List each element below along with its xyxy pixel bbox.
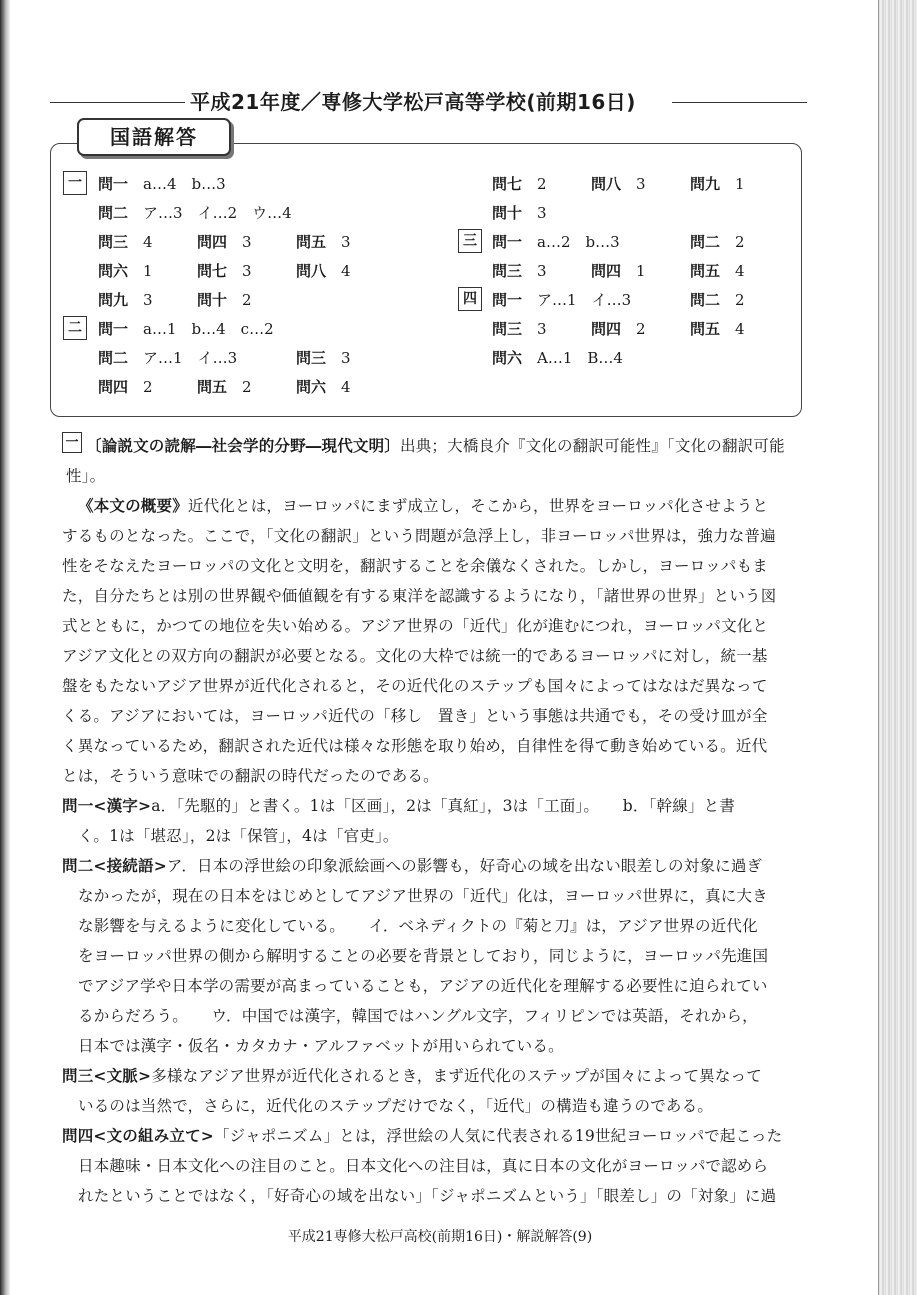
question-line: 問一<漢字>a．「先駆的」と書く。1は「区画」，2は「真紅」，3は「工面」。 b．「幹線」と書: [62, 797, 736, 815]
answer-item: 問五 4: [690, 320, 745, 338]
question-line: 問二<接続語>ア．日本の浮世絵の印象派絵画への影響も，好奇心の域を出ない眼差しの対象に過ぎ: [62, 857, 763, 875]
answer-item: 問一 a…1 b…4 c…2: [98, 320, 274, 338]
explanation-section-mark: 一: [62, 432, 82, 453]
question-line: るからだろう。 ウ．中国では漢字，韓国ではハングル文字，フィリピンでは英語，それから，: [78, 1007, 758, 1025]
answer-item: 問五 4: [690, 262, 745, 280]
answer-item: 問六 A…1 B…4: [492, 349, 623, 367]
question-line: 問三<文脈>多様なアジア世界が近代化されるとき，まず近代化のステップが国々によって異なって: [62, 1067, 762, 1085]
answer-item: 問三 3: [296, 349, 351, 367]
answer-item: 問二 2: [690, 233, 745, 251]
summary-line: 盤をもたないアジア世界が近代化されると，その近代化のステップも国々によってはなはだ異なって: [62, 677, 768, 695]
answer-item: 問二 ア…3 イ…2 ウ…4: [98, 204, 292, 222]
explanation-source-cont: 性」。: [66, 467, 106, 485]
answer-item: 問四 2: [591, 320, 646, 338]
header-rule-left: [50, 102, 185, 103]
page-footer: 平成21専修大松戸高校(前期16日)・解説解答(9): [287, 1229, 593, 1245]
summary-line: 《本文の概要》近代化とは，ヨーロッパにまず成立し，そこから，世界をヨーロッパ化させようと: [78, 497, 769, 515]
answer-item: 問五 2: [197, 378, 252, 396]
question-line: 日本趣味・日本文化への注目のこと。日本文化への注目は，真に日本の文化がヨーロッパで認めら: [78, 1157, 769, 1175]
question-label: 問一<漢字>: [62, 797, 152, 815]
question-line: な影響を与えるように変化している。 イ．ベネディクトの『菊と刀』は，アジア世界の近代化: [78, 917, 758, 935]
explanation-source: 出典；大橋良介『文化の翻訳可能性』「文化の翻訳可能: [400, 437, 785, 455]
explanation-heading-line: [86, 434, 785, 456]
question-line: でアジア学や日本学の需要が高まっていることも，アジアの近代化を理解する必要性に迫られてい: [78, 977, 768, 995]
question-line: をヨーロッパ世界の側から解明することの必要を背景としており，同じように，ヨーロッパ先進国: [78, 947, 769, 965]
explanation-heading: 〔論説文の読解―社会学的分野―現代文明〕: [86, 437, 401, 455]
question-label: 問二<接続語>: [62, 857, 167, 875]
summary-line: 性をそなえたヨーロッパの文化と文明を，翻訳することを余儀なくされた。しかし，ヨーロッパもま: [62, 557, 768, 575]
answer-item: 問一 a…4 b…3: [98, 175, 226, 193]
section-mark-4: 四: [458, 287, 482, 311]
answer-item: 問四 3: [197, 233, 252, 251]
answer-item: 問九 3: [98, 291, 153, 309]
answer-item: 問四 1: [591, 262, 646, 280]
answer-item: 問三 4: [98, 233, 153, 251]
answer-item: 問八 3: [591, 175, 646, 193]
answer-item: 問十 2: [197, 291, 252, 309]
summary-label: 《本文の概要》: [78, 497, 188, 515]
answer-item: 問七 3: [197, 262, 252, 280]
question-line: いるのは当然で，さらに，近代化のステップだけでなく，「近代」の構造も違うのである。: [78, 1097, 714, 1115]
question-label: 問四<文の組み立て>: [62, 1127, 214, 1145]
question-line: れたということではなく，「好奇心の域を出ない」「ジャポニズムという」「眼差し」の「対象」に過: [78, 1187, 777, 1205]
summary-line: くる。アジアにおいては，ヨーロッパ近代の「移し 置き」という事態は共通でも，その受け皿が全: [62, 707, 768, 725]
question-line: 日本では漢字・仮名・カタカナ・アルファベットが用いられている。: [78, 1037, 564, 1055]
summary-line: するものとなった。ここで，「文化の翻訳」という問題が急浮上し，非ヨーロッパ世界は，強力な普遍: [62, 527, 776, 545]
summary-line: く異なっているため，翻訳された近代は様々な形態を取り始め，自律性を得て動き始めている。近代: [62, 737, 768, 755]
answer-item: 問十 3: [492, 204, 547, 222]
section-mark-1: 一: [63, 171, 87, 195]
page-title: 平成21年度／専修大学松戸高等学校(前期16日): [190, 90, 636, 114]
section-mark-2: 二: [63, 316, 87, 340]
summary-line: アジア文化との双方向の翻訳が必要となる。文化の大枠では統一的であるヨーロッパに対し，統一基: [62, 647, 768, 665]
answer-item: 問四 2: [98, 378, 153, 396]
answer-tab-label: 国語解答: [77, 118, 231, 156]
question-line: く。1は「堪忍」，2は「保管」，4は「官吏」。: [78, 827, 399, 845]
summary-line: とは，そういう意味での翻訳の時代だったのである。: [62, 767, 439, 785]
answer-item: 問二 ア…1 イ…3: [98, 349, 238, 367]
answer-item: 問二 2: [690, 291, 745, 309]
question-line: 問四<文の組み立て>「ジャポニズム」とは，浮世絵の人気に代表される19世紀ヨーロッパで起こった: [62, 1127, 783, 1145]
answer-item: 問一 ア…1 イ…3: [492, 291, 632, 309]
answer-item: 問六 4: [296, 378, 351, 396]
answer-item: 問三 3: [492, 262, 547, 280]
question-label: 問三<文脈>: [62, 1067, 152, 1085]
answer-item: 問七 2: [492, 175, 547, 193]
section-mark-3: 三: [458, 229, 482, 253]
summary-line: た，自分たちとは別の世界観や価値観を有する東洋を認識するようになり，「諸世界の世界」という図: [62, 587, 777, 605]
answer-item: 問六 1: [98, 262, 153, 280]
header-rule-right: [672, 102, 807, 103]
answer-item: 問五 3: [296, 233, 351, 251]
answer-item: 問九 1: [690, 175, 745, 193]
summary-line: 式とともに，かつての地位を失い始める。アジア世界の「近代」化が進むにつれ，ヨーロッパ文化と: [62, 617, 769, 635]
answer-item: 問三 3: [492, 320, 547, 338]
answer-item: 問一 a…2 b…3: [492, 233, 620, 251]
question-line: なかったが，現在の日本をはじめとしてアジア世界の「近代」化は，ヨーロッパ世界に，真に大き: [78, 887, 768, 905]
answer-item: 問八 4: [296, 262, 351, 280]
